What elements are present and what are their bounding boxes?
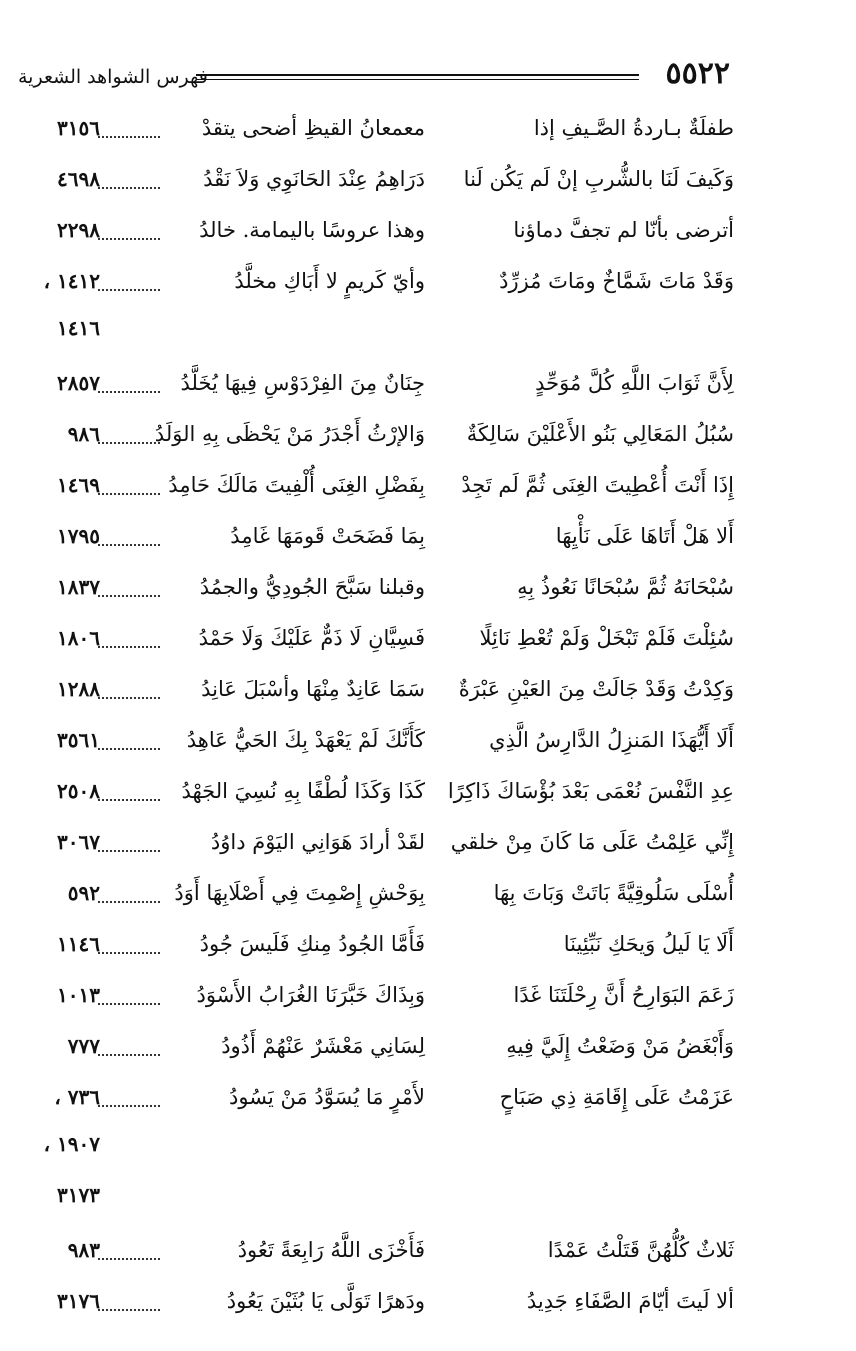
first-hemistich: أَلَا أَيُّهَذَا المَنزِلُ الدَّارِسُ الَّذِي	[489, 728, 734, 752]
verse-row	[0, 820, 856, 871]
first-hemistich: ألا لَيتَ أيّامَ الصَّفَاءِ جَدِيدُ	[526, 1289, 734, 1313]
verse-reference: ٧٣٦ ،	[54, 1085, 100, 1109]
first-hemistich: لِأَنَّ ثَوَابَ اللَّهِ كُلَّ مُوَحِّدٍ	[535, 371, 734, 395]
first-hemistich: سُئِلْتَ فَلَمْ تَبْخَلْ وَلَمْ تُعْطِ نَائِلًا	[479, 626, 734, 650]
verse-row	[0, 769, 856, 820]
second-hemistich: فَأَخْزَى اللَّهُ رَابِعَةً تَعُودُ	[237, 1238, 425, 1262]
verse-row	[0, 157, 856, 208]
verse-reference: ٢٥٠٨	[57, 779, 100, 803]
dot-leader	[98, 1105, 160, 1107]
first-hemistich: زَعَمَ البَوَارِحُ أَنَّ رِحْلَتَنَا غَدًا	[513, 983, 734, 1007]
first-hemistich: وَقَدْ مَاتَ شَمَّاخٌ ومَاتَ مُزرِّدٌ	[499, 269, 734, 293]
reference-continuation-row	[0, 1126, 856, 1177]
verse-reference: ٧٧٧	[67, 1034, 100, 1058]
second-hemistich: وَبِذَاكَ خَبَّرَنَا الغُرَابُ الأَسْوَدُ	[196, 983, 425, 1007]
verse-reference: ٣١٥٦	[57, 116, 100, 140]
first-hemistich: إِنِّي عَلِمْتُ عَلَى مَا كَانَ مِنْ خلقي	[450, 830, 734, 854]
verse-reference-continued: ١٤١٦	[57, 316, 100, 340]
second-hemistich: معمعانُ القيظِ أضحى يتقدْ	[201, 116, 425, 140]
verse-index	[0, 106, 856, 1330]
dot-leader	[98, 1309, 160, 1311]
dot-leader	[98, 187, 160, 189]
verse-row	[0, 361, 856, 412]
verse-row	[0, 1279, 856, 1330]
second-hemistich: لأَمْرٍ مَا يُسَوَّدُ مَنْ يَسُودُ	[229, 1085, 425, 1109]
first-hemistich: ثَلاثٌ كُلُّهُنَّ قَتَلْتُ عَمْدًا	[547, 1238, 734, 1262]
verse-reference: ٢٢٩٨	[57, 218, 100, 242]
first-hemistich: أترضى بأنّا لم تجفَّ دماؤنا	[513, 218, 734, 242]
dot-leader	[98, 238, 160, 240]
verse-reference: ٣٥٦١	[57, 728, 100, 752]
dot-leader	[98, 748, 160, 750]
running-title: فهرس الشواهد الشعرية	[18, 66, 208, 88]
verse-row	[0, 1024, 856, 1075]
reference-continuation-row	[0, 1177, 856, 1228]
second-hemistich: كَذَا وَكَذَا لُطْفًا بِهِ نُسِيَ الجَهْدُ	[181, 779, 425, 803]
dot-leader	[98, 493, 160, 495]
second-hemistich: بِفَضْلِ الغِنَى أُلْفِيتَ مَالَكَ حَامِدُ	[168, 473, 425, 497]
verse-reference: ١٤٦٩	[57, 473, 100, 497]
second-hemistich: وَالإرْثُ أَجْدَرُ مَنْ يَحْظَى بِهِ الوَلَدُ	[154, 422, 425, 446]
second-hemistich: وهذا عروسًا باليمامة. خالدُ	[199, 218, 425, 242]
dot-leader	[98, 952, 160, 954]
verse-reference-continued: ١٩٠٧ ،	[43, 1132, 100, 1156]
verse-row	[0, 208, 856, 259]
first-hemistich: عَزَمْتُ عَلَى إِقَامَةِ ذِي صَبَاحٍ	[499, 1085, 734, 1109]
verse-row	[0, 514, 856, 565]
verse-reference: ١٧٩٥	[57, 524, 100, 548]
second-hemistich: فَسِيَّانِ لَا ذَمٌّ عَلَيْكَ وَلَا حَمْدُ	[198, 626, 425, 650]
second-hemistich: لقَدْ أرادَ هَوَانِي اليَوْمَ داوُدُ	[210, 830, 425, 854]
dot-leader	[98, 850, 160, 852]
verse-reference: ١٠١٣	[57, 983, 100, 1007]
verse-reference: ١٨٣٧	[57, 575, 100, 599]
second-hemistich: جِنَانٌ مِنَ الفِرْدَوْسِ فِيهَا يُخَلَّدُ	[180, 371, 425, 395]
verse-reference: ٢٨٥٧	[57, 371, 100, 395]
verse-reference: ١٢٨٨	[57, 677, 100, 701]
second-hemistich: ودَهرًا تَوَلَّى يَا بُثَيْنَ يَعُودُ	[226, 1289, 425, 1313]
second-hemistich: دَرَاهِمُ عِنْدَ الحَانَوِي وَلاَ نَقْدُ	[203, 167, 425, 191]
second-hemistich: كَأَنَّكَ لَمْ يَعْهَدْ بِكَ الحَيُّ عَاهِدُ	[186, 728, 425, 752]
verse-reference: ١٤١٢ ،	[43, 269, 100, 293]
second-hemistich: وأيّ كَريمٍ لا أَبَاكِ مخلَّدُ	[234, 269, 425, 293]
second-hemistich: بِوَحْشِ إِصْمِتَ فِي أَصْلَابِهَا أَوَدُ	[174, 881, 425, 905]
first-hemistich: إِذَا أَنْتَ أُعْطِيتَ الغِنَى ثُمَّ لَم تَجِدْ	[461, 473, 734, 497]
first-hemistich: وَكَيفَ لَنَا بالشُّربِ إنْ لَم يَكُن لَنا	[463, 167, 734, 191]
verse-row	[0, 922, 856, 973]
verse-row	[0, 667, 856, 718]
header-rule	[196, 74, 639, 80]
verse-reference: ٣٠٦٧	[57, 830, 100, 854]
second-hemistich: بِمَا فَضَحَتْ قَومَهَا غَامِدُ	[230, 524, 425, 548]
verse-row	[0, 871, 856, 922]
page-number: ٥٥٢٢	[665, 56, 730, 91]
dot-leader	[98, 136, 160, 138]
first-hemistich: سُبُلُ المَعَالِي بَنُو الأَعْلَيْنَ سَالِكَةٌ	[466, 422, 734, 446]
dot-leader	[98, 1054, 160, 1056]
dot-leader	[98, 901, 160, 903]
reference-continuation-row	[0, 310, 856, 361]
first-hemistich: أَلا هَلْ أَتَاهَا عَلَى نَأْيِهَا	[555, 524, 734, 548]
first-hemistich: طفلَةٌ بـاردةُ الصَّـيفِ إذا	[533, 116, 734, 140]
verse-row	[0, 106, 856, 157]
dot-leader	[98, 544, 160, 546]
page-header	[0, 52, 856, 96]
verse-row	[0, 1075, 856, 1126]
second-hemistich: وقبلنا سَبَّحَ الجُودِيُّ والجمُدُ	[199, 575, 425, 599]
dot-leader	[98, 1003, 160, 1005]
verse-row	[0, 1228, 856, 1279]
verse-row	[0, 412, 856, 463]
first-hemistich: عِدِ النَّفْسَ نُعْمَى بَعْدَ بُؤْسَاكَ ذَاكِرًا	[447, 779, 734, 803]
verse-reference: ٥٩٢	[67, 881, 100, 905]
verse-row	[0, 259, 856, 310]
verse-row	[0, 616, 856, 667]
verse-reference: ٣١٧٦	[57, 1289, 100, 1313]
second-hemistich: فَأَمَّا الجُودُ مِنكِ فَلَيسَ جُودُ	[199, 932, 425, 956]
verse-row	[0, 463, 856, 514]
verse-reference: ٤٦٩٨	[57, 167, 100, 191]
verse-reference: ١١٤٦	[57, 932, 100, 956]
first-hemistich: سُبْحَانَهُ ثُمَّ سُبْحَانًا نَعُوذُ بِهِ	[517, 575, 734, 599]
dot-leader	[98, 442, 160, 444]
first-hemistich: وَأَبْغَضُ مَنْ وَضَعْتُ إِلَيَّ فِيهِ	[506, 1034, 734, 1058]
dot-leader	[98, 799, 160, 801]
verse-reference-continued: ٣١٧٣	[57, 1183, 100, 1207]
verse-reference: ٩٨٦	[67, 422, 100, 446]
second-hemistich: سَمَا عَانِدٌ مِنْهَا وأسْبَلَ عَانِدُ	[201, 677, 425, 701]
verse-reference: ٩٨٣	[67, 1238, 100, 1262]
verse-row	[0, 565, 856, 616]
dot-leader	[98, 289, 160, 291]
first-hemistich: أُسْلَى سَلُوقِيَّةً بَاتَتْ وَبَاتَ بِهَا	[493, 881, 734, 905]
dot-leader	[98, 391, 160, 393]
second-hemistich: لِسَانِي مَعْشَرٌ عَنْهُمْ أَذُودُ	[221, 1034, 425, 1058]
first-hemistich: أَلَا يَا لَيلُ وَيحَكِ نَبِّئِينَا	[563, 932, 734, 956]
verse-row	[0, 973, 856, 1024]
dot-leader	[98, 595, 160, 597]
verse-reference: ١٨٠٦	[57, 626, 100, 650]
dot-leader	[98, 646, 160, 648]
dot-leader	[98, 697, 160, 699]
first-hemistich: وَكِدْتُ وَقَدْ جَالَتْ مِنَ العَيْنِ عَبْرَةٌ	[458, 677, 734, 701]
verse-row	[0, 718, 856, 769]
dot-leader	[98, 1258, 160, 1260]
